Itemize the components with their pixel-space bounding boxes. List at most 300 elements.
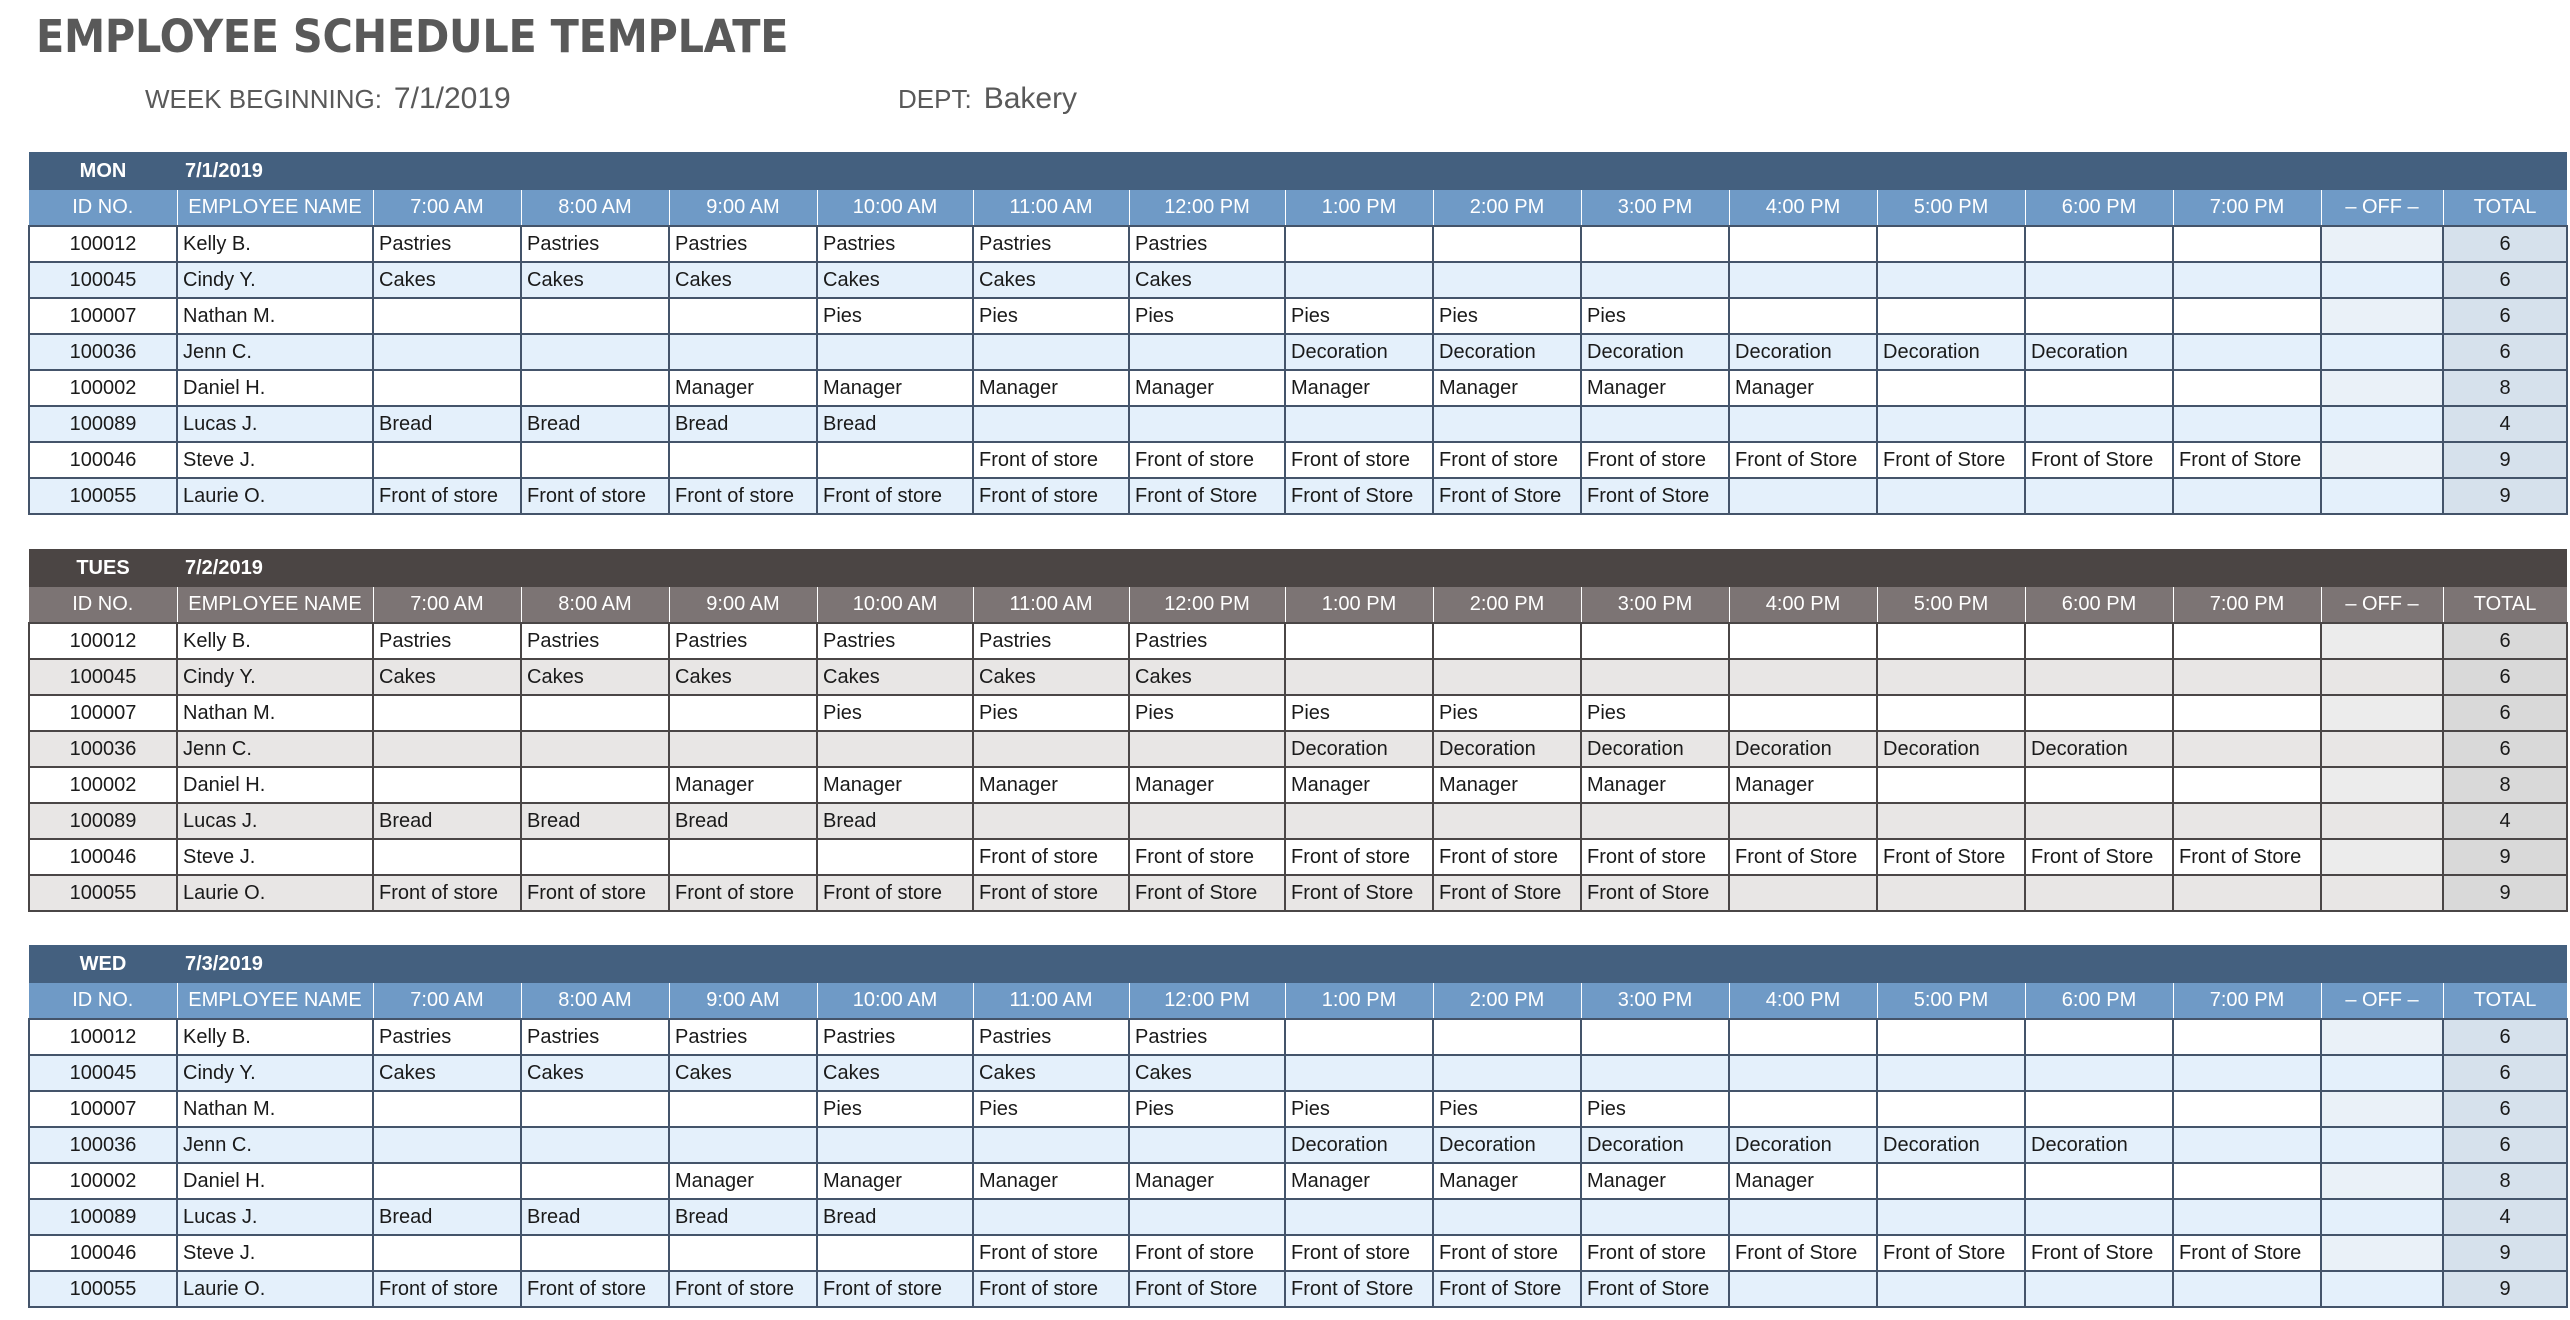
shift-cell[interactable]: Manager (1581, 767, 1729, 803)
shift-cell[interactable]: Front of store (521, 478, 669, 514)
shift-cell[interactable] (2025, 659, 2173, 695)
shift-cell[interactable]: Front of Store (1129, 478, 1285, 514)
employee-id-cell[interactable]: 100036 (29, 731, 177, 767)
employee-id-cell[interactable]: 100007 (29, 298, 177, 334)
shift-cell[interactable]: Pastries (521, 623, 669, 659)
employee-id-cell[interactable]: 100045 (29, 659, 177, 695)
shift-cell[interactable]: Front of Store (1729, 442, 1877, 478)
shift-cell[interactable] (1433, 262, 1581, 298)
shift-cell[interactable]: Front of Store (2173, 442, 2321, 478)
shift-cell[interactable] (1877, 406, 2025, 442)
shift-cell[interactable] (1285, 262, 1433, 298)
shift-cell[interactable] (2025, 370, 2173, 406)
shift-cell[interactable] (373, 767, 521, 803)
shift-cell[interactable]: Bread (373, 406, 521, 442)
shift-cell[interactable]: Front of Store (1877, 839, 2025, 875)
shift-cell[interactable] (1129, 406, 1285, 442)
shift-cell[interactable]: Pastries (521, 1019, 669, 1055)
shift-cell[interactable] (1433, 623, 1581, 659)
shift-cell[interactable] (1877, 1163, 2025, 1199)
shift-cell[interactable] (973, 1127, 1129, 1163)
off-cell[interactable] (2321, 334, 2443, 370)
shift-cell[interactable]: Front of store (373, 875, 521, 911)
shift-cell[interactable]: Cakes (373, 1055, 521, 1091)
shift-cell[interactable] (817, 1127, 973, 1163)
shift-cell[interactable]: Manager (817, 767, 973, 803)
off-cell[interactable] (2321, 262, 2443, 298)
shift-cell[interactable] (1433, 1055, 1581, 1091)
shift-cell[interactable]: Manager (669, 767, 817, 803)
employee-id-cell[interactable]: 100046 (29, 1235, 177, 1271)
shift-cell[interactable]: Pies (1433, 1091, 1581, 1127)
shift-cell[interactable]: Pastries (373, 623, 521, 659)
shift-cell[interactable]: Front of store (1129, 1235, 1285, 1271)
employee-name-cell[interactable]: Steve J. (177, 1235, 373, 1271)
shift-cell[interactable]: Pastries (373, 226, 521, 262)
off-cell[interactable] (2321, 226, 2443, 262)
shift-cell[interactable] (2025, 803, 2173, 839)
shift-cell[interactable] (2025, 695, 2173, 731)
shift-cell[interactable] (2173, 659, 2321, 695)
off-cell[interactable] (2321, 767, 2443, 803)
shift-cell[interactable] (1129, 1127, 1285, 1163)
employee-id-cell[interactable]: 100046 (29, 839, 177, 875)
shift-cell[interactable]: Front of store (669, 1271, 817, 1307)
off-cell[interactable] (2321, 298, 2443, 334)
shift-cell[interactable]: Front of store (1433, 839, 1581, 875)
shift-cell[interactable] (1877, 1055, 2025, 1091)
shift-cell[interactable] (2025, 262, 2173, 298)
employee-id-cell[interactable]: 100002 (29, 1163, 177, 1199)
shift-cell[interactable]: Pastries (1129, 1019, 1285, 1055)
shift-cell[interactable]: Front of Store (2025, 442, 2173, 478)
shift-cell[interactable]: Manager (1729, 370, 1877, 406)
off-cell[interactable] (2321, 1235, 2443, 1271)
shift-cell[interactable] (1729, 623, 1877, 659)
shift-cell[interactable]: Front of store (669, 478, 817, 514)
shift-cell[interactable] (2025, 1091, 2173, 1127)
off-cell[interactable] (2321, 1019, 2443, 1055)
shift-cell[interactable]: Front of Store (1129, 875, 1285, 911)
shift-cell[interactable] (1129, 334, 1285, 370)
employee-name-cell[interactable]: Cindy Y. (177, 1055, 373, 1091)
employee-name-cell[interactable]: Nathan M. (177, 1091, 373, 1127)
shift-cell[interactable] (669, 695, 817, 731)
shift-cell[interactable] (1581, 1019, 1729, 1055)
shift-cell[interactable]: Manager (1285, 1163, 1433, 1199)
employee-name-cell[interactable]: Laurie O. (177, 875, 373, 911)
shift-cell[interactable] (669, 731, 817, 767)
shift-cell[interactable] (1729, 659, 1877, 695)
shift-cell[interactable] (521, 1235, 669, 1271)
shift-cell[interactable] (2173, 803, 2321, 839)
employee-name-cell[interactable]: Laurie O. (177, 1271, 373, 1307)
shift-cell[interactable] (1877, 875, 2025, 911)
shift-cell[interactable] (1877, 298, 2025, 334)
shift-cell[interactable] (521, 334, 669, 370)
shift-cell[interactable] (2173, 478, 2321, 514)
off-cell[interactable] (2321, 1199, 2443, 1235)
shift-cell[interactable] (2173, 1271, 2321, 1307)
shift-cell[interactable] (1129, 1199, 1285, 1235)
shift-cell[interactable]: Manager (1433, 370, 1581, 406)
shift-cell[interactable] (1877, 1271, 2025, 1307)
shift-cell[interactable]: Front of store (1129, 442, 1285, 478)
shift-cell[interactable] (2173, 226, 2321, 262)
employee-id-cell[interactable]: 100007 (29, 1091, 177, 1127)
shift-cell[interactable]: Manager (973, 767, 1129, 803)
shift-cell[interactable] (521, 442, 669, 478)
shift-cell[interactable] (2173, 1019, 2321, 1055)
shift-cell[interactable]: Front of store (669, 875, 817, 911)
shift-cell[interactable]: Front of store (817, 875, 973, 911)
employee-name-cell[interactable]: Lucas J. (177, 406, 373, 442)
shift-cell[interactable] (1285, 1199, 1433, 1235)
employee-name-cell[interactable]: Daniel H. (177, 370, 373, 406)
shift-cell[interactable] (373, 731, 521, 767)
shift-cell[interactable]: Manager (973, 1163, 1129, 1199)
shift-cell[interactable] (2173, 767, 2321, 803)
shift-cell[interactable]: Cakes (521, 262, 669, 298)
shift-cell[interactable] (1877, 803, 2025, 839)
shift-cell[interactable] (1581, 1199, 1729, 1235)
shift-cell[interactable]: Decoration (1285, 334, 1433, 370)
shift-cell[interactable]: Manager (1729, 1163, 1877, 1199)
shift-cell[interactable]: Cakes (521, 1055, 669, 1091)
shift-cell[interactable] (1729, 1091, 1877, 1127)
shift-cell[interactable] (2173, 1127, 2321, 1163)
shift-cell[interactable]: Cakes (373, 262, 521, 298)
shift-cell[interactable]: Manager (1129, 370, 1285, 406)
shift-cell[interactable] (1433, 659, 1581, 695)
shift-cell[interactable] (1581, 659, 1729, 695)
shift-cell[interactable]: Decoration (1285, 731, 1433, 767)
shift-cell[interactable]: Front of store (1581, 839, 1729, 875)
shift-cell[interactable] (2025, 1271, 2173, 1307)
off-cell[interactable] (2321, 406, 2443, 442)
shift-cell[interactable] (373, 442, 521, 478)
shift-cell[interactable]: Manager (1285, 767, 1433, 803)
shift-cell[interactable] (1433, 1019, 1581, 1055)
shift-cell[interactable] (1877, 623, 2025, 659)
shift-cell[interactable]: Bread (817, 406, 973, 442)
shift-cell[interactable]: Decoration (2025, 731, 2173, 767)
shift-cell[interactable] (521, 1163, 669, 1199)
shift-cell[interactable]: Cakes (973, 659, 1129, 695)
shift-cell[interactable] (373, 1235, 521, 1271)
shift-cell[interactable]: Front of store (817, 478, 973, 514)
shift-cell[interactable] (1433, 1199, 1581, 1235)
shift-cell[interactable] (1285, 803, 1433, 839)
shift-cell[interactable] (1433, 803, 1581, 839)
employee-name-cell[interactable]: Cindy Y. (177, 262, 373, 298)
shift-cell[interactable]: Decoration (1877, 334, 2025, 370)
shift-cell[interactable]: Cakes (669, 1055, 817, 1091)
shift-cell[interactable]: Pies (1129, 298, 1285, 334)
shift-cell[interactable]: Bread (669, 1199, 817, 1235)
shift-cell[interactable]: Decoration (2025, 1127, 2173, 1163)
shift-cell[interactable] (521, 1127, 669, 1163)
shift-cell[interactable]: Front of Store (1729, 839, 1877, 875)
shift-cell[interactable]: Front of store (817, 1271, 973, 1307)
shift-cell[interactable]: Pastries (1129, 623, 1285, 659)
shift-cell[interactable]: Pies (1129, 695, 1285, 731)
off-cell[interactable] (2321, 839, 2443, 875)
shift-cell[interactable]: Front of store (1581, 1235, 1729, 1271)
shift-cell[interactable] (817, 442, 973, 478)
employee-id-cell[interactable]: 100007 (29, 695, 177, 731)
shift-cell[interactable]: Front of Store (1285, 478, 1433, 514)
shift-cell[interactable] (1729, 226, 1877, 262)
shift-cell[interactable]: Front of Store (1433, 1271, 1581, 1307)
shift-cell[interactable]: Pies (1285, 1091, 1433, 1127)
shift-cell[interactable] (1581, 262, 1729, 298)
shift-cell[interactable]: Decoration (2025, 334, 2173, 370)
off-cell[interactable] (2321, 442, 2443, 478)
shift-cell[interactable]: Front of Store (1129, 1271, 1285, 1307)
shift-cell[interactable]: Pies (1285, 695, 1433, 731)
shift-cell[interactable]: Pastries (817, 623, 973, 659)
shift-cell[interactable] (2025, 478, 2173, 514)
shift-cell[interactable] (2025, 875, 2173, 911)
shift-cell[interactable] (1581, 406, 1729, 442)
shift-cell[interactable]: Cakes (1129, 1055, 1285, 1091)
shift-cell[interactable] (1877, 659, 2025, 695)
shift-cell[interactable]: Pies (1129, 1091, 1285, 1127)
shift-cell[interactable]: Front of store (973, 442, 1129, 478)
shift-cell[interactable] (1877, 1199, 2025, 1235)
shift-cell[interactable] (2173, 298, 2321, 334)
shift-cell[interactable] (2173, 262, 2321, 298)
off-cell[interactable] (2321, 695, 2443, 731)
shift-cell[interactable]: Front of Store (1285, 1271, 1433, 1307)
shift-cell[interactable] (1729, 803, 1877, 839)
shift-cell[interactable] (669, 1127, 817, 1163)
shift-cell[interactable] (669, 442, 817, 478)
employee-id-cell[interactable]: 100012 (29, 1019, 177, 1055)
shift-cell[interactable] (1877, 695, 2025, 731)
shift-cell[interactable] (669, 1091, 817, 1127)
shift-cell[interactable]: Pies (1433, 298, 1581, 334)
shift-cell[interactable] (1729, 695, 1877, 731)
shift-cell[interactable]: Front of Store (1877, 1235, 2025, 1271)
shift-cell[interactable] (1581, 803, 1729, 839)
shift-cell[interactable] (1729, 478, 1877, 514)
shift-cell[interactable] (2173, 731, 2321, 767)
shift-cell[interactable] (373, 298, 521, 334)
shift-cell[interactable]: Front of store (973, 478, 1129, 514)
shift-cell[interactable]: Bread (521, 1199, 669, 1235)
shift-cell[interactable]: Decoration (1877, 731, 2025, 767)
shift-cell[interactable] (373, 1163, 521, 1199)
shift-cell[interactable]: Manager (1433, 1163, 1581, 1199)
shift-cell[interactable] (2025, 406, 2173, 442)
shift-cell[interactable] (1285, 1055, 1433, 1091)
shift-cell[interactable]: Decoration (1581, 334, 1729, 370)
shift-cell[interactable]: Front of store (1581, 442, 1729, 478)
off-cell[interactable] (2321, 659, 2443, 695)
shift-cell[interactable] (1729, 406, 1877, 442)
shift-cell[interactable]: Manager (817, 1163, 973, 1199)
employee-name-cell[interactable]: Steve J. (177, 839, 373, 875)
shift-cell[interactable]: Pies (973, 298, 1129, 334)
shift-cell[interactable]: Cakes (817, 262, 973, 298)
shift-cell[interactable]: Front of Store (1581, 1271, 1729, 1307)
employee-id-cell[interactable]: 100055 (29, 1271, 177, 1307)
off-cell[interactable] (2321, 370, 2443, 406)
shift-cell[interactable]: Front of Store (2173, 839, 2321, 875)
shift-cell[interactable]: Decoration (1285, 1127, 1433, 1163)
shift-cell[interactable] (2025, 767, 2173, 803)
employee-id-cell[interactable]: 100045 (29, 1055, 177, 1091)
employee-id-cell[interactable]: 100089 (29, 1199, 177, 1235)
shift-cell[interactable]: Front of Store (1581, 478, 1729, 514)
employee-id-cell[interactable]: 100002 (29, 370, 177, 406)
shift-cell[interactable] (817, 1235, 973, 1271)
shift-cell[interactable]: Bread (669, 803, 817, 839)
shift-cell[interactable]: Decoration (1729, 334, 1877, 370)
shift-cell[interactable]: Manager (1285, 370, 1433, 406)
shift-cell[interactable] (2025, 1055, 2173, 1091)
shift-cell[interactable] (521, 1091, 669, 1127)
shift-cell[interactable]: Front of store (521, 875, 669, 911)
shift-cell[interactable]: Decoration (1433, 731, 1581, 767)
employee-name-cell[interactable]: Jenn C. (177, 1127, 373, 1163)
shift-cell[interactable]: Front of Store (1433, 478, 1581, 514)
shift-cell[interactable]: Manager (669, 1163, 817, 1199)
shift-cell[interactable]: Cakes (973, 262, 1129, 298)
shift-cell[interactable] (1729, 1271, 1877, 1307)
shift-cell[interactable]: Pies (1581, 695, 1729, 731)
off-cell[interactable] (2321, 1127, 2443, 1163)
shift-cell[interactable] (669, 839, 817, 875)
shift-cell[interactable] (2173, 1055, 2321, 1091)
shift-cell[interactable] (521, 767, 669, 803)
shift-cell[interactable]: Bread (817, 803, 973, 839)
shift-cell[interactable]: Front of Store (1729, 1235, 1877, 1271)
shift-cell[interactable] (2173, 1163, 2321, 1199)
shift-cell[interactable] (2025, 1019, 2173, 1055)
shift-cell[interactable]: Bread (373, 803, 521, 839)
department-value[interactable]: Bakery (983, 82, 1078, 115)
shift-cell[interactable] (973, 803, 1129, 839)
employee-name-cell[interactable]: Daniel H. (177, 767, 373, 803)
shift-cell[interactable] (2173, 370, 2321, 406)
shift-cell[interactable] (373, 1127, 521, 1163)
shift-cell[interactable] (2173, 623, 2321, 659)
shift-cell[interactable]: Bread (817, 1199, 973, 1235)
shift-cell[interactable] (2173, 406, 2321, 442)
shift-cell[interactable]: Front of store (1433, 442, 1581, 478)
shift-cell[interactable] (817, 334, 973, 370)
shift-cell[interactable]: Cakes (521, 659, 669, 695)
shift-cell[interactable] (373, 334, 521, 370)
shift-cell[interactable] (2173, 1091, 2321, 1127)
shift-cell[interactable]: Front of store (973, 875, 1129, 911)
shift-cell[interactable] (1729, 1199, 1877, 1235)
shift-cell[interactable] (973, 406, 1129, 442)
shift-cell[interactable] (2025, 226, 2173, 262)
shift-cell[interactable] (973, 334, 1129, 370)
shift-cell[interactable]: Bread (521, 406, 669, 442)
shift-cell[interactable] (1729, 875, 1877, 911)
off-cell[interactable] (2321, 1055, 2443, 1091)
shift-cell[interactable]: Front of store (521, 1271, 669, 1307)
shift-cell[interactable] (1729, 1055, 1877, 1091)
shift-cell[interactable] (1581, 226, 1729, 262)
shift-cell[interactable]: Pies (973, 695, 1129, 731)
shift-cell[interactable]: Pies (817, 695, 973, 731)
shift-cell[interactable]: Front of Store (2025, 839, 2173, 875)
shift-cell[interactable] (1285, 226, 1433, 262)
shift-cell[interactable]: Decoration (1877, 1127, 2025, 1163)
shift-cell[interactable] (373, 1091, 521, 1127)
shift-cell[interactable]: Decoration (1581, 731, 1729, 767)
shift-cell[interactable] (1285, 659, 1433, 695)
shift-cell[interactable] (521, 370, 669, 406)
shift-cell[interactable]: Pies (1285, 298, 1433, 334)
shift-cell[interactable]: Manager (817, 370, 973, 406)
shift-cell[interactable]: Pastries (817, 226, 973, 262)
employee-name-cell[interactable]: Kelly B. (177, 623, 373, 659)
employee-name-cell[interactable]: Kelly B. (177, 1019, 373, 1055)
employee-name-cell[interactable]: Lucas J. (177, 803, 373, 839)
shift-cell[interactable]: Front of Store (1581, 875, 1729, 911)
shift-cell[interactable]: Pies (817, 298, 973, 334)
shift-cell[interactable]: Pies (1581, 298, 1729, 334)
shift-cell[interactable] (669, 1235, 817, 1271)
shift-cell[interactable]: Front of Store (1877, 442, 2025, 478)
shift-cell[interactable]: Decoration (1433, 1127, 1581, 1163)
shift-cell[interactable] (2173, 695, 2321, 731)
shift-cell[interactable] (1877, 1019, 2025, 1055)
shift-cell[interactable]: Pastries (373, 1019, 521, 1055)
employee-id-cell[interactable]: 100089 (29, 803, 177, 839)
shift-cell[interactable]: Front of Store (2173, 1235, 2321, 1271)
shift-cell[interactable]: Pastries (521, 226, 669, 262)
shift-cell[interactable] (1285, 1019, 1433, 1055)
shift-cell[interactable]: Manager (669, 370, 817, 406)
shift-cell[interactable] (1129, 731, 1285, 767)
employee-id-cell[interactable]: 100002 (29, 767, 177, 803)
employee-name-cell[interactable]: Nathan M. (177, 695, 373, 731)
shift-cell[interactable] (373, 370, 521, 406)
shift-cell[interactable] (973, 731, 1129, 767)
shift-cell[interactable]: Front of store (973, 1235, 1129, 1271)
shift-cell[interactable] (2173, 875, 2321, 911)
shift-cell[interactable] (1729, 262, 1877, 298)
shift-cell[interactable]: Cakes (1129, 262, 1285, 298)
shift-cell[interactable] (2025, 1163, 2173, 1199)
shift-cell[interactable] (1877, 226, 2025, 262)
off-cell[interactable] (2321, 478, 2443, 514)
shift-cell[interactable] (1877, 370, 2025, 406)
shift-cell[interactable] (1433, 226, 1581, 262)
shift-cell[interactable] (373, 839, 521, 875)
shift-cell[interactable]: Decoration (1729, 1127, 1877, 1163)
shift-cell[interactable]: Front of store (1285, 1235, 1433, 1271)
shift-cell[interactable]: Decoration (1433, 334, 1581, 370)
shift-cell[interactable]: Front of store (973, 839, 1129, 875)
shift-cell[interactable]: Front of store (1433, 1235, 1581, 1271)
off-cell[interactable] (2321, 1091, 2443, 1127)
shift-cell[interactable] (1285, 406, 1433, 442)
shift-cell[interactable]: Front of store (1129, 839, 1285, 875)
employee-name-cell[interactable]: Daniel H. (177, 1163, 373, 1199)
shift-cell[interactable]: Manager (1581, 1163, 1729, 1199)
employee-id-cell[interactable]: 100012 (29, 623, 177, 659)
shift-cell[interactable]: Front of store (373, 478, 521, 514)
